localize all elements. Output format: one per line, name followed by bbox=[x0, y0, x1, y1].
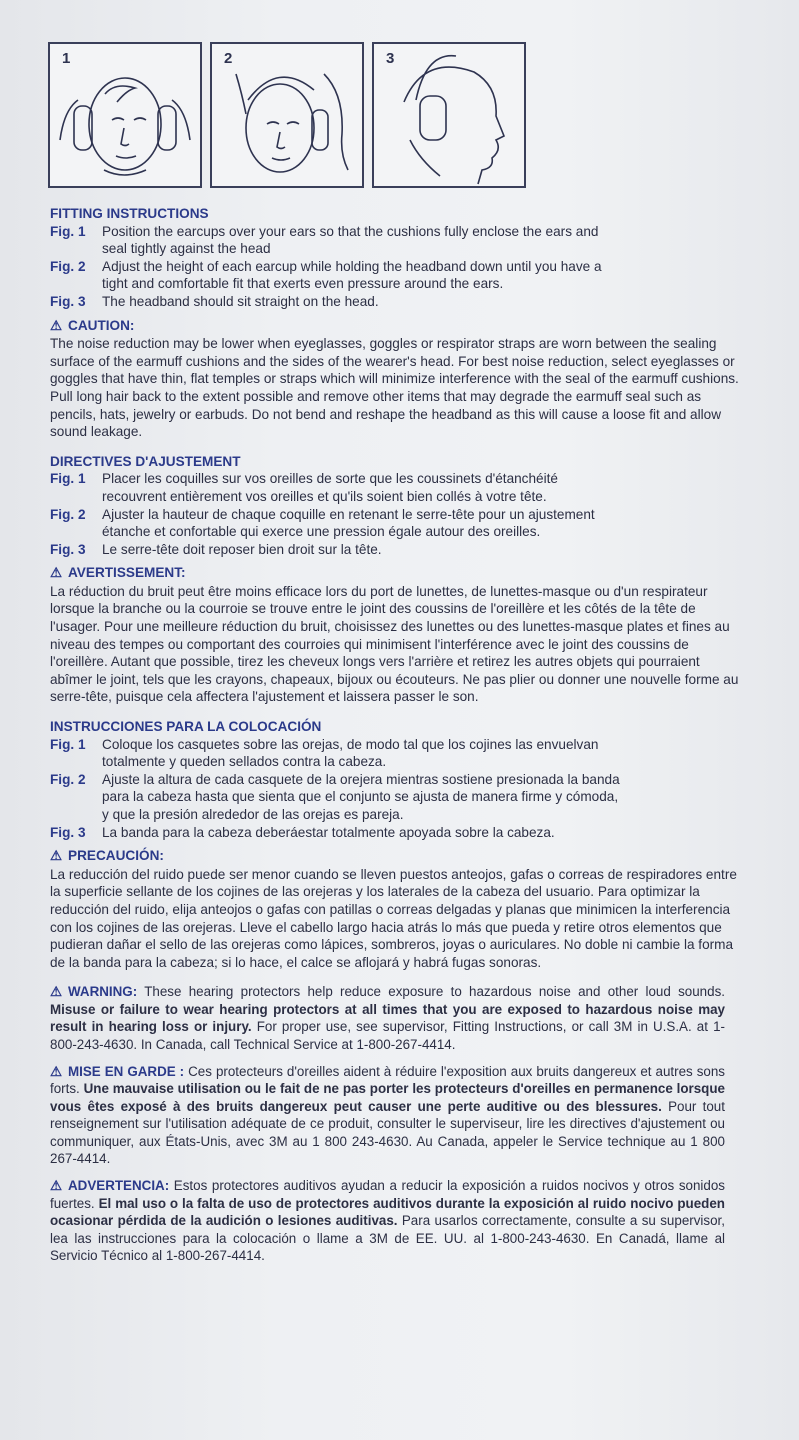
caution-text: The noise reduction may be lower when eyeglasses, goggles or respirator straps are worn between the sealing surface of the earmuff cushions and the sides of the wearer's head. For best noise reduction, select eyeglasses or goggles that have thin, flat temples or straps which will minimize interference with the seal of the earmuff cushions. Pull long hair back to the extent possible and remove other items that may degrade the earmuff seal such as pencils, hats, jewelry or earbuds. Do not bend and reshape the headband as this will cause a loose fit and allow sound leakage. bbox=[50, 336, 739, 440]
head-with-earcups-front-illustration bbox=[50, 44, 200, 186]
figure-2 bbox=[210, 42, 364, 188]
spanish-section bbox=[50, 718, 740, 971]
figure-label: Fig. 3 bbox=[50, 293, 86, 309]
figure-number: 2 bbox=[224, 50, 233, 67]
caution-title: CAUTION: bbox=[68, 317, 135, 333]
caution-title: AVERTISSEMENT: bbox=[68, 565, 186, 581]
figure-label: Fig. 3 bbox=[50, 541, 86, 557]
section-heading: INSTRUCCIONES PARA LA COLOCACIÓN bbox=[50, 719, 322, 735]
step-row bbox=[50, 470, 740, 505]
warning-contact: Pour tout renseignement sur l'utilisation adéquate de ce produit, consulter le superviseur, lire les directives d'ajustement ou communiquer, aux États-Unis, avec 3M au 1 800 243-4630. Au Canada, appeler le Service technique au 1 800 267-4414. bbox=[50, 1098, 725, 1166]
warning-triangle-icon: ⚠ bbox=[50, 848, 63, 864]
warning-text: These hearing protectors help reduce exposure to hazardous noise and other loud sounds. bbox=[144, 984, 725, 1000]
section-heading: FITTING INSTRUCTIONS bbox=[50, 206, 209, 221]
fitting-figures bbox=[48, 42, 468, 190]
step-row bbox=[50, 824, 740, 842]
warning-label: ADVERTENCIA: bbox=[68, 1178, 170, 1194]
caution-heading bbox=[50, 847, 740, 865]
english-section bbox=[50, 205, 740, 441]
step-row bbox=[50, 223, 740, 258]
figure-number: 1 bbox=[62, 50, 71, 67]
step-text: Position the earcups over your ears so that the cushions fully enclose the ears and seal tightly against the head bbox=[102, 223, 599, 257]
figure-label: Fig. 1 bbox=[50, 471, 86, 487]
figure-label: Fig. 2 bbox=[50, 506, 86, 522]
headband-profile-illustration bbox=[374, 44, 524, 186]
step-row bbox=[50, 506, 740, 541]
figure-label: Fig. 1 bbox=[50, 736, 86, 752]
warning-contact: For proper use, see supervisor, Fitting Instructions, or call 3M in U.S.A. at 1-800-243-4630. In Canada, call Technical Service at 1-800-267-4414. bbox=[50, 1019, 725, 1052]
warning-emphasis: El mal uso o la falta de uso de protectores auditivos durante la exposición al ruido nocivo pueden ocasionar pérdida de la audición o lesiones auditivas. bbox=[50, 1195, 725, 1229]
caution-text: La réduction du bruit peut être moins efficace lors du port de lunettes, de lunettes-masque ou d'un respirateur lorsque la branche ou la courroie se trouve entre le joint des coussins de l'oreillère et les côtés de la tête de l'usager. Pour une meilleure réduction du bruit, choisissez des lunettes ou des lunettes-masque plates et fines au niveau des tempes ou comportant des courroies qui minimisent l'interférence avec le joint des coussins de l'oreillère. Autant que possible, tirez les cheveux longs vers l'arrière et retirez les autres objets qui pourraient abîmer le joint, tels que les crayons, chapeaux, bijoux ou écouteurs. Ne pas plier ou donner une nouvelle forme au serre-tête, puisque cela affectera l'ajustement et laissera passer le son. bbox=[50, 583, 739, 705]
step-row bbox=[50, 293, 740, 311]
step-text: The headband should sit straight on the head. bbox=[102, 293, 379, 309]
caution-text: La reducción del ruido puede ser menor cuando se lleven puestos anteojos, gafas o correas de respiradores entre la superficie sellante de los cojines de las orejeras y los laterales de la cabeza del usuario. Para optimizar la reducción del ruido, elija anteojos o gafas con patillas o correas delgadas y planas que minimicen la interferencia con los cojines de las orejeras. Lleve el cabello largo hacia atrás lo más que pueda y retire otros elementos que pudieran dañar el sello de las orejeras como lápices, sombreros, joyas o auriculares. No doble ni cambie la forma de la banda para la cabeza; si lo hace, el calce se aflojará y habrá fugas sonoras. bbox=[50, 866, 737, 970]
step-text: Ajuste la altura de cada casquete de la orejera mientras sostiene presionada la banda para la cabeza hasta que sienta que el conjunto se ajusta de manera firme y cómoda, y que la presión alrededor de las orejas es pareja. bbox=[102, 771, 620, 822]
warning-emphasis: Misuse or failure to wear hearing protectors at all times that you are exposed to hazardous noise may result in hearing loss or injury. bbox=[50, 1001, 725, 1035]
caution-heading bbox=[50, 317, 740, 335]
step-row bbox=[50, 258, 740, 293]
warning-emphasis: Une mauvaise utilisation ou le fait de ne pas porter les protecteurs d'oreilles en permanence lorsque vous êtes exposé à des bruits dangereux peut causer une perte auditive ou des blessures. bbox=[50, 1081, 725, 1114]
warning-contact: Para usarlos correctamente, consulte a su supervisor, lea las instrucciones para la colocación o llame a 3M de EE. UU. al 1-800-243-4630. En Canadá, llame al Servicio Técnico al 1-800-267-4414. bbox=[50, 1213, 725, 1264]
figure-label: Fig. 3 bbox=[50, 824, 86, 840]
figure-label: Fig. 2 bbox=[50, 771, 86, 787]
warning-text: Estos protectores auditivos ayudan a reducir la exposición a ruidos nocivos y otros sonidos fuertes. bbox=[50, 1178, 725, 1211]
caution-title: PRECAUCIÓN: bbox=[68, 848, 164, 864]
warning-label: MISE EN GARDE : bbox=[68, 1063, 185, 1079]
step-text: Ajuster la hauteur de chaque coquille en retenant le serre-tête pour un ajustement étanche et confortable qui exerce une pression égale autour des oreilles. bbox=[102, 506, 595, 540]
warning-block-es bbox=[50, 1177, 725, 1264]
step-row bbox=[50, 736, 740, 771]
warning-triangle-icon: ⚠ bbox=[50, 317, 63, 333]
figure-label: Fig. 1 bbox=[50, 223, 86, 239]
section-heading: DIRECTIVES D'AJUSTEMENT bbox=[50, 453, 241, 469]
caution-heading bbox=[50, 564, 740, 582]
warning-triangle-icon: ⚠ bbox=[50, 1063, 63, 1079]
step-row bbox=[50, 541, 740, 559]
instructions-body bbox=[50, 205, 740, 1264]
adjusting-headband-illustration bbox=[212, 44, 362, 186]
warning-label: WARNING: bbox=[68, 984, 138, 1000]
warning-triangle-icon: ⚠ bbox=[50, 1178, 63, 1194]
warning-text: Ces protecteurs d'oreilles aident à réduire l'exposition aux bruits dangereux et autres sons forts. bbox=[50, 1063, 725, 1097]
warning-triangle-icon: ⚠ bbox=[50, 984, 63, 1000]
step-text: Placer les coquilles sur vos oreilles de sorte que les coussinets d'étanchéité recouvrent entièrement vos oreilles et qu'ils soient bien collés à votre tête. bbox=[102, 471, 558, 504]
figure-number: 3 bbox=[386, 50, 395, 67]
warning-block-fr bbox=[50, 1063, 725, 1167]
step-text: Le serre-tête doit reposer bien droit sur la tête. bbox=[102, 541, 382, 557]
step-text: Adjust the height of each earcup while holding the headband down until you have a tight and comfortable fit that exerts even pressure around the ears. bbox=[102, 258, 602, 292]
figure-label: Fig. 2 bbox=[50, 258, 86, 274]
french-section bbox=[50, 453, 740, 706]
figure-3 bbox=[372, 42, 526, 188]
figure-1 bbox=[48, 42, 202, 188]
warning-triangle-icon: ⚠ bbox=[50, 565, 63, 581]
warning-block-en bbox=[50, 983, 725, 1053]
step-row bbox=[50, 771, 740, 824]
step-text: Coloque los casquetes sobre las orejas, de modo tal que los cojines las envuelvan totalmente y queden sellados contra la cabeza. bbox=[102, 736, 599, 770]
step-text: La banda para la cabeza deberáestar totalmente apoyada sobre la cabeza. bbox=[102, 824, 555, 840]
